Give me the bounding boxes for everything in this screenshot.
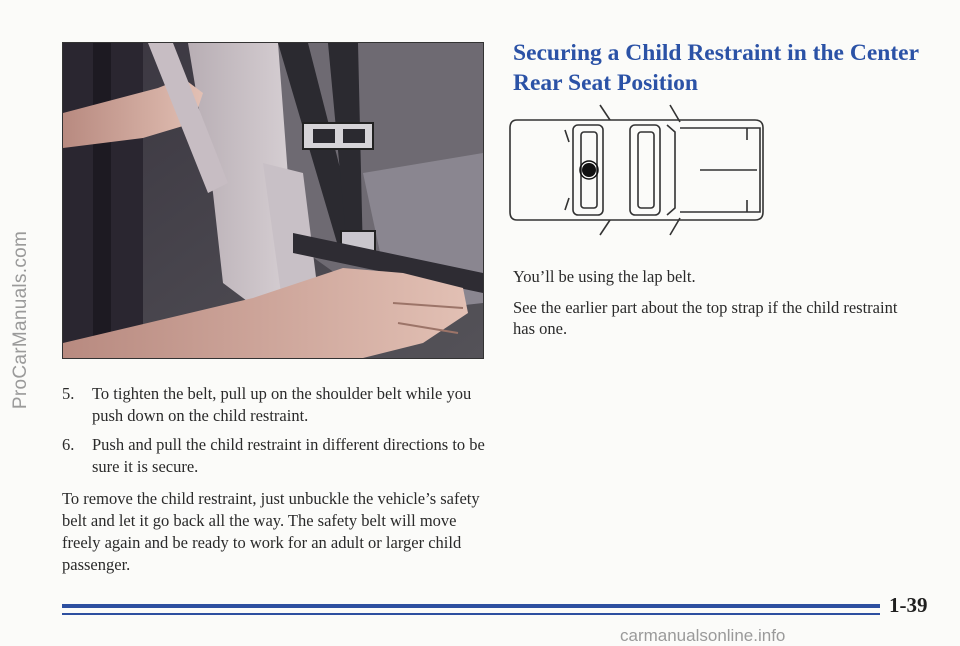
remove-restraint-paragraph: To remove the child restraint, just unbuckle the vehicle’s safety belt and let it go back all the way. The safety belt will move freely again and be ready to work for an adult or larger child passenger.: [62, 489, 480, 574]
step-number: 5.: [62, 384, 75, 403]
watermark-text: ProCarManuals.com: [10, 230, 31, 410]
top-strap-text: See the earlier part about the top strap if the child restraint has one.: [513, 298, 898, 338]
step-item: [62, 383, 492, 427]
step-text: Push and pull the child restraint in different directions to be sure it is secure.: [92, 435, 485, 476]
footer-rule: [62, 604, 880, 608]
child-restraint-photo: [62, 42, 484, 359]
footer-rule-thin: [62, 613, 880, 615]
lap-belt-text: You’ll be using the lap belt.: [513, 267, 696, 286]
footer-watermark: carmanualsonline.info: [620, 626, 786, 645]
step-item: [62, 434, 492, 478]
step-number: 6.: [62, 435, 75, 454]
steps-list: [62, 383, 492, 485]
vehicle-seating-diagram: [505, 100, 775, 240]
watermark: [4, 20, 38, 620]
section-heading: Securing a Child Restraint in the Center Rear Seat Position: [513, 40, 919, 96]
step-text: To tighten the belt, pull up on the shoulder belt while you push down on the child restraint.: [92, 384, 472, 425]
page-number: 1-39: [889, 593, 928, 617]
